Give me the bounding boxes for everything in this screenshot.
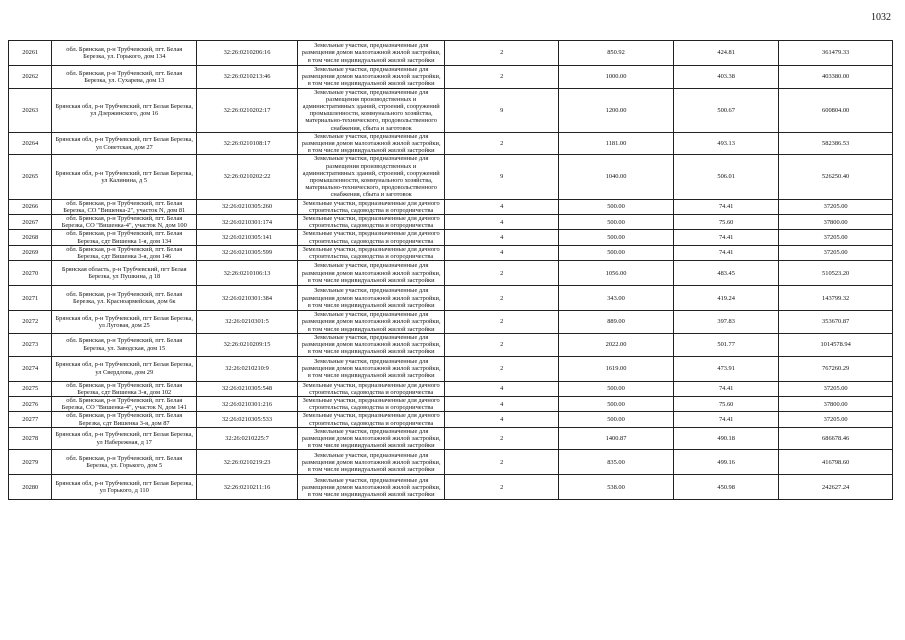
cell-type: Земельные участки, предназначенные для размещения домов малоэтажной жилой застройки, в том числе индивидуальной жилой застройки: [298, 427, 445, 450]
cell-area: 500.00: [559, 381, 674, 396]
cell-type: Земельные участки, предназначенные для размещения домов малоэтажной жилой застройки, в том числе индивидуальной жилой застройки: [298, 475, 445, 500]
cell-type: Земельные участки, предназначенные для размещения домов малоэтажной жилой застройки, в том числе индивидуальной жилой застройки: [298, 261, 445, 286]
table-row: [9, 215, 893, 230]
cell-num: 20268: [9, 230, 52, 245]
cell-num: 20263: [9, 88, 52, 132]
cell-address: обл. Брянская, р-н Трубчевский, пгт. Белая Березка, ул. Красноармейская, дом 6к: [52, 286, 197, 311]
cell-rate: 74.41: [674, 412, 779, 427]
table-row: [9, 475, 893, 500]
cell-value: 526250.40: [779, 155, 893, 199]
table-row: [9, 286, 893, 311]
cell-value: 582386.53: [779, 132, 893, 155]
cell-cadastral: 32:26:0210206:16: [197, 41, 298, 66]
cell-type: Земельные участки, предназначенные для размещения производственных и административных зданий, строений, сооружений промышленности, коммунального хозяйства, материально-технического, продовольственного снабжения, сбыта и заготовок: [298, 155, 445, 199]
cell-code: 4: [445, 199, 559, 214]
cell-area: 500.00: [559, 215, 674, 230]
cell-num: 20267: [9, 215, 52, 230]
cell-code: 2: [445, 450, 559, 475]
cell-rate: 500.67: [674, 88, 779, 132]
cell-cadastral: 32:26:0210108:17: [197, 132, 298, 155]
table-row: [9, 427, 893, 450]
cell-num: 20262: [9, 66, 52, 89]
cell-rate: 424.81: [674, 41, 779, 66]
cell-num: 20270: [9, 261, 52, 286]
cell-value: 242627.24: [779, 475, 893, 500]
cell-area: 343.00: [559, 286, 674, 311]
cell-type: Земельные участки, предназначенные для дачного строительства, садоводства и огородничества: [298, 412, 445, 427]
cell-cadastral: 32:26:0210225:7: [197, 427, 298, 450]
cell-value: 510523.20: [779, 261, 893, 286]
cell-rate: 75.60: [674, 215, 779, 230]
cell-cadastral: 32:26:0210305:548: [197, 381, 298, 396]
cell-type: Земельные участки, предназначенные для размещения домов малоэтажной жилой застройки, в том числе индивидуальной жилой застройки: [298, 356, 445, 381]
table-row: [9, 311, 893, 334]
cell-value: 37205.00: [779, 412, 893, 427]
cell-area: 2022.00: [559, 333, 674, 356]
cell-value: 403380.00: [779, 66, 893, 89]
cell-cadastral: 32:26:0210301:5: [197, 311, 298, 334]
cell-address: обл. Брянская, р-н Трубчевский, пгт. Белая Березка, сдт Вишенка 3-я, дом 146: [52, 245, 197, 260]
cell-address: обл. Брянская, р-н Трубчевский, пгт. Белая Березка, ул. Горького, дом 134: [52, 41, 197, 66]
cell-code: 2: [445, 261, 559, 286]
cell-num: 20272: [9, 311, 52, 334]
table-row: [9, 333, 893, 356]
cell-cadastral: 32:26:0210301:384: [197, 286, 298, 311]
cell-value: 361479.33: [779, 41, 893, 66]
cell-cadastral: 32:26:0210301:174: [197, 215, 298, 230]
cell-value: 767260.29: [779, 356, 893, 381]
cell-code: 9: [445, 88, 559, 132]
cell-address: обл. Брянская, р-н Трубчевский, пгт. Белая Березка, сдт Вишенка 3-я, дом 87: [52, 412, 197, 427]
cell-code: 2: [445, 427, 559, 450]
cell-value: 1014578.94: [779, 333, 893, 356]
cell-rate: 490.18: [674, 427, 779, 450]
table-row: [9, 356, 893, 381]
cell-value: 37205.00: [779, 381, 893, 396]
cell-cadastral: 32:26:0210305:260: [197, 199, 298, 214]
cell-type: Земельные участки, предназначенные для дачного строительства, садоводства и огородничества: [298, 199, 445, 214]
cell-value: 600804.00: [779, 88, 893, 132]
cell-area: 1056.00: [559, 261, 674, 286]
cell-num: 20266: [9, 199, 52, 214]
land-registry-table: [8, 40, 893, 500]
cell-rate: 397.83: [674, 311, 779, 334]
table-row: [9, 66, 893, 89]
cell-rate: 74.41: [674, 381, 779, 396]
cell-area: 500.00: [559, 199, 674, 214]
cell-cadastral: 32:26:0210106:13: [197, 261, 298, 286]
cell-address: Брянская обл, р-н Трубчевский, пгт Белая Березка, ул Советская, дом 27: [52, 132, 197, 155]
cell-rate: 419.24: [674, 286, 779, 311]
cell-code: 4: [445, 381, 559, 396]
table-row: [9, 155, 893, 199]
table-row: [9, 381, 893, 396]
cell-value: 416798.60: [779, 450, 893, 475]
cell-type: Земельные участки, предназначенные для размещения домов малоэтажной жилой застройки, в том числе индивидуальной жилой застройки: [298, 66, 445, 89]
cell-code: 2: [445, 66, 559, 89]
cell-cadastral: 32:26:0210305:141: [197, 230, 298, 245]
cell-type: Земельные участки, предназначенные для размещения домов малоэтажной жилой застройки, в том числе индивидуальной жилой застройки: [298, 450, 445, 475]
cell-area: 1000.00: [559, 66, 674, 89]
table-row: [9, 245, 893, 260]
cell-code: 2: [445, 333, 559, 356]
cell-num: 20271: [9, 286, 52, 311]
cell-cadastral: 32:26:0210202:17: [197, 88, 298, 132]
cell-address: Брянская обл, р-н Трубчевский, пгт Белая Березка, ул Свердлова, дом 29: [52, 356, 197, 381]
cell-cadastral: 32:26:0210301:216: [197, 396, 298, 411]
cell-rate: 473.91: [674, 356, 779, 381]
cell-address: Брянская обл, р-н Трубчевский, пгт Белая Березка, ул Луговая, дом 25: [52, 311, 197, 334]
cell-cadastral: 32:26:0210209:15: [197, 333, 298, 356]
cell-rate: 74.41: [674, 199, 779, 214]
cell-type: Земельные участки, предназначенные для размещения домов малоэтажной жилой застройки, в том числе индивидуальной жилой застройки: [298, 132, 445, 155]
cell-rate: 74.41: [674, 230, 779, 245]
cell-rate: 506.01: [674, 155, 779, 199]
cell-value: 37800.00: [779, 396, 893, 411]
cell-value: 37205.00: [779, 245, 893, 260]
cell-code: 4: [445, 412, 559, 427]
cell-type: Земельные участки, предназначенные для дачного строительства, садоводства и огородничества: [298, 396, 445, 411]
cell-cadastral: 32:26:0210219:23: [197, 450, 298, 475]
cell-code: 2: [445, 286, 559, 311]
cell-num: 20273: [9, 333, 52, 356]
cell-type: Земельные участки, предназначенные для дачного строительства, садоводства и огородничества: [298, 381, 445, 396]
table-row: [9, 450, 893, 475]
cell-rate: 501.77: [674, 333, 779, 356]
cell-rate: 403.38: [674, 66, 779, 89]
table-row: [9, 412, 893, 427]
cell-type: Земельные участки, предназначенные для размещения домов малоэтажной жилой застройки, в том числе индивидуальной жилой застройки: [298, 286, 445, 311]
cell-num: 20277: [9, 412, 52, 427]
page-number: 1032: [871, 12, 891, 23]
cell-code: 2: [445, 475, 559, 500]
table-row: [9, 261, 893, 286]
cell-code: 2: [445, 132, 559, 155]
cell-num: 20275: [9, 381, 52, 396]
cell-num: 20278: [9, 427, 52, 450]
cell-area: 1619.00: [559, 356, 674, 381]
cell-cadastral: 32:26:0210210:9: [197, 356, 298, 381]
cell-address: обл. Брянская, р-н Трубчевский, пгт. Белая Березка, СО "Вишенка-2", участок N, дом 81: [52, 199, 197, 214]
cell-code: 2: [445, 41, 559, 66]
cell-num: 20261: [9, 41, 52, 66]
cell-code: 9: [445, 155, 559, 199]
cell-area: 500.00: [559, 396, 674, 411]
cell-area: 1181.00: [559, 132, 674, 155]
cell-type: Земельные участки, предназначенные для дачного строительства, садоводства и огородничества: [298, 230, 445, 245]
cell-rate: 75.60: [674, 396, 779, 411]
cell-value: 37800.00: [779, 215, 893, 230]
table-row: [9, 396, 893, 411]
cell-value: 143799.32: [779, 286, 893, 311]
cell-address: Брянская обл, р-н Трубчевский, пгт Белая Березка, ул Набережная, д 17: [52, 427, 197, 450]
cell-address: обл. Брянская, р-н Трубчевский, пгт. Белая Березка, СО "Вишенка-4", участок N, дом 141: [52, 396, 197, 411]
cell-address: обл. Брянская, р-н Трубчевский, пгт. Белая Березка, сдт Вишенка 1-я, дом 134: [52, 230, 197, 245]
cell-value: 686678.46: [779, 427, 893, 450]
cell-address: Брянская обл, р-н Трубчевский, пгт Белая Березка, ул Дзержинского, дом 16: [52, 88, 197, 132]
cell-area: 850.92: [559, 41, 674, 66]
cell-num: 20264: [9, 132, 52, 155]
table-row: [9, 88, 893, 132]
cell-code: 4: [445, 245, 559, 260]
cell-area: 835.00: [559, 450, 674, 475]
cell-value: 37205.00: [779, 199, 893, 214]
cell-rate: 74.41: [674, 245, 779, 260]
cell-rate: 483.45: [674, 261, 779, 286]
cell-address: Брянская обл, р-н Трубчевский, пгт Белая Березка, ул Горького, д 110: [52, 475, 197, 500]
cell-cadastral: 32:26:0210213:46: [197, 66, 298, 89]
cell-area: 538.00: [559, 475, 674, 500]
cell-address: обл. Брянская, р-н Трубчевский, пгт. Белая Березка, сдт Вишенка 3-я, дом 102: [52, 381, 197, 396]
cell-rate: 450.98: [674, 475, 779, 500]
cell-address: обл. Брянская, р-н Трубчевский, пгт. Белая Березка, СО "Вишенка-4", участок N, дом 100: [52, 215, 197, 230]
cell-area: 500.00: [559, 412, 674, 427]
cell-num: 20276: [9, 396, 52, 411]
cell-num: 20280: [9, 475, 52, 500]
cell-cadastral: 32:26:0210202:22: [197, 155, 298, 199]
cell-num: 20274: [9, 356, 52, 381]
cell-value: 37205.00: [779, 230, 893, 245]
cell-rate: 493.13: [674, 132, 779, 155]
table-row: [9, 41, 893, 66]
cell-code: 4: [445, 396, 559, 411]
cell-area: 1400.87: [559, 427, 674, 450]
cell-type: Земельные участки, предназначенные для дачного строительства, садоводства и огородничества: [298, 215, 445, 230]
cell-address: обл. Брянская, р-н Трубчевский, пгт. Белая Березка, ул. Заводская, дом 15: [52, 333, 197, 356]
cell-area: 1040.00: [559, 155, 674, 199]
cell-code: 2: [445, 311, 559, 334]
cell-address: Брянская обл, р-н Трубчевский, пгт Белая Березка, ул Калинина, д 5: [52, 155, 197, 199]
table-body: [9, 41, 893, 500]
cell-type: Земельные участки, предназначенные для размещения производственных и административных зданий, строений, сооружений промышленности, коммунального хозяйства, материально-технического, продовольственного снабжения, сбыта и заготовок: [298, 88, 445, 132]
cell-cadastral: 32:26:0210211:16: [197, 475, 298, 500]
cell-cadastral: 32:26:0210305:599: [197, 245, 298, 260]
cell-type: Земельные участки, предназначенные для размещения домов малоэтажной жилой застройки, в том числе индивидуальной жилой застройки: [298, 311, 445, 334]
cell-code: 4: [445, 230, 559, 245]
cell-area: 500.00: [559, 245, 674, 260]
cell-num: 20269: [9, 245, 52, 260]
table-row: [9, 230, 893, 245]
cell-area: 1200.00: [559, 88, 674, 132]
table-row: [9, 199, 893, 214]
cell-type: Земельные участки, предназначенные для размещения домов малоэтажной жилой застройки, в том числе индивидуальной жилой застройки: [298, 333, 445, 356]
cell-type: Земельные участки, предназначенные для размещения домов малоэтажной жилой застройки, в том числе индивидуальной жилой застройки: [298, 41, 445, 66]
cell-code: 2: [445, 356, 559, 381]
cell-address: обл. Брянская, р-н Трубчевский, пгт. Белая Березка, ул. Горького, дом 5: [52, 450, 197, 475]
table-row: [9, 132, 893, 155]
cell-address: обл. Брянская, р-н Трубчевский, пгт. Белая Березка, ул. Сухарева, дом 13: [52, 66, 197, 89]
cell-area: 889.00: [559, 311, 674, 334]
cell-address: Брянская область, р-н Трубчевский, пгт Белая Березка, ул Пушкина, д 18: [52, 261, 197, 286]
cell-type: Земельные участки, предназначенные для дачного строительства, садоводства и огородничества: [298, 245, 445, 260]
cell-cadastral: 32:26:0210305:533: [197, 412, 298, 427]
cell-value: 353670.87: [779, 311, 893, 334]
cell-code: 4: [445, 215, 559, 230]
cell-num: 20265: [9, 155, 52, 199]
cell-area: 500.00: [559, 230, 674, 245]
cell-rate: 499.16: [674, 450, 779, 475]
cell-num: 20279: [9, 450, 52, 475]
